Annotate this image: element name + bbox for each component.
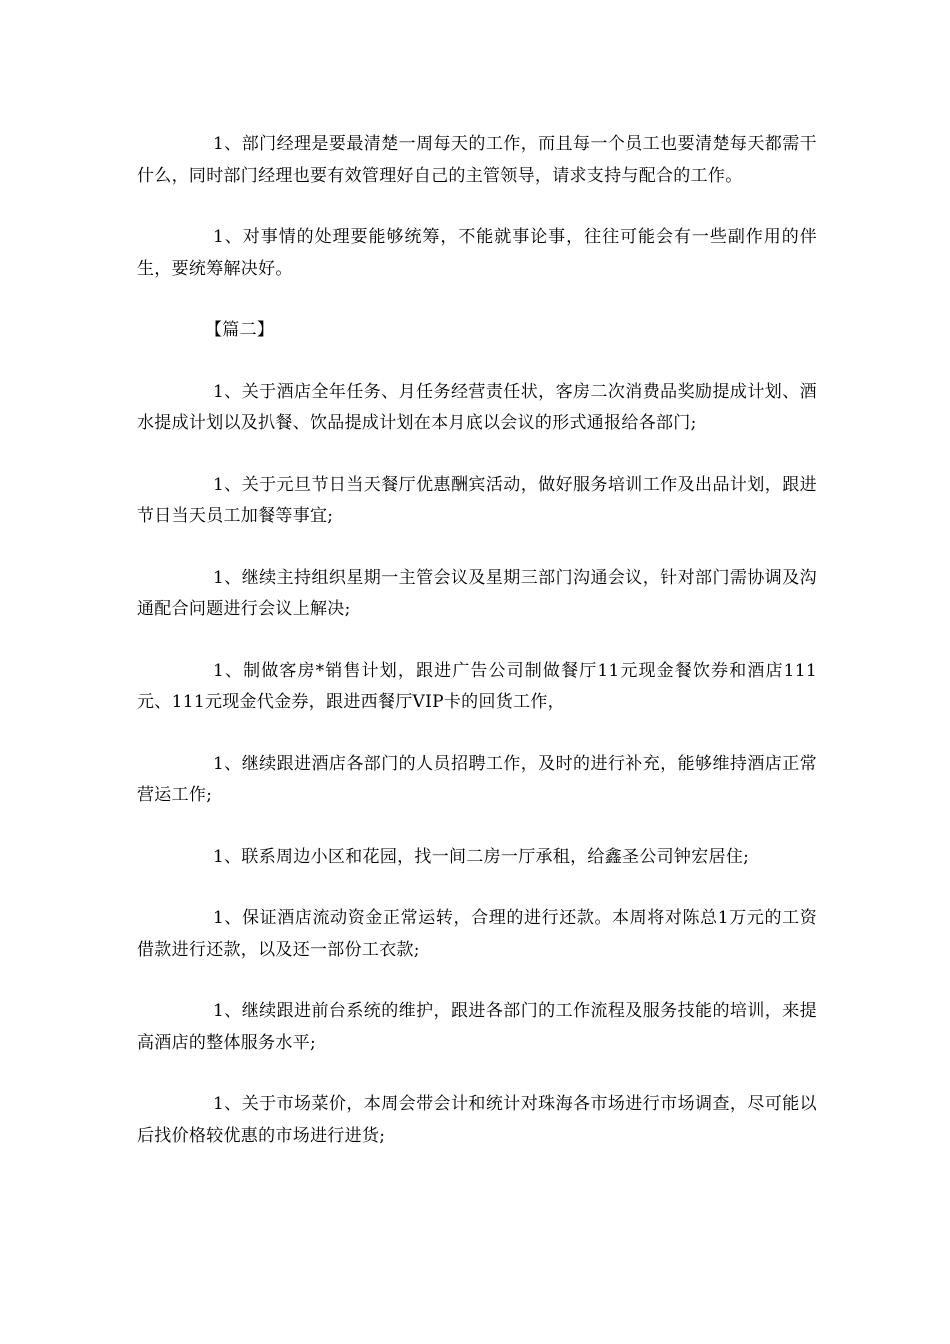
paragraph: 1、对事情的处理要能够统筹，不能就事论事，往往可能会有一些副作用的伴生，要统筹解决好。 <box>137 227 817 279</box>
section-heading: 【篇二】 <box>205 320 275 340</box>
paragraph: 1、保证酒店流动资金正常运转，合理的进行还款。本周将对陈总1万元的工资借款进行还款，以及还一部份工衣款; <box>137 908 817 960</box>
paragraph: 1、部门经理是要最清楚一周每天的工作，而且每一个员工也要清楚每天都需干什么，同时部门经理也要有效管理好自己的主管领导，请求支持与配合的工作。 <box>137 134 817 186</box>
paragraph: 1、继续跟进酒店各部门的人员招聘工作，及时的进行补充，能够维持酒店正常营运工作; <box>137 753 817 805</box>
paragraph: 1、关于酒店全年任务、月任务经营责任状，客房二次消费品奖励提成计划、酒水提成计划以及扒餐、饮品提成计划在本月底以会议的形式通报给各部门; <box>137 381 817 433</box>
paragraph: 1、继续跟进前台系统的维护，跟进各部门的工作流程及服务技能的培训，来提高酒店的整体服务水平; <box>137 1001 817 1053</box>
paragraph: 1、关于市场菜价，本周会带会计和统计对珠海各市场进行市场调查，尽可能以后找价格较优惠的市场进行进货; <box>137 1094 817 1146</box>
paragraph: 1、制做客房*销售计划，跟进广告公司制做餐厅11元现金餐饮券和酒店111元、111元现金代金券，跟进西餐厅VIP卡的回货工作， <box>137 660 817 712</box>
paragraph: 1、继续主持组织星期一主管会议及星期三部门沟通会议，针对部门需协调及沟通配合问题进行会议上解决; <box>137 567 817 619</box>
paragraph: 1、联系周边小区和花园，找一间二房一厅承租，给鑫圣公司钟宏居住; <box>213 846 750 867</box>
document-body <box>137 129 817 1182</box>
paragraph: 1、关于元旦节日当天餐厅优惠酬宾活动，做好服务培训工作及出品计划，跟进节日当天员工加餐等事宜; <box>137 474 817 526</box>
